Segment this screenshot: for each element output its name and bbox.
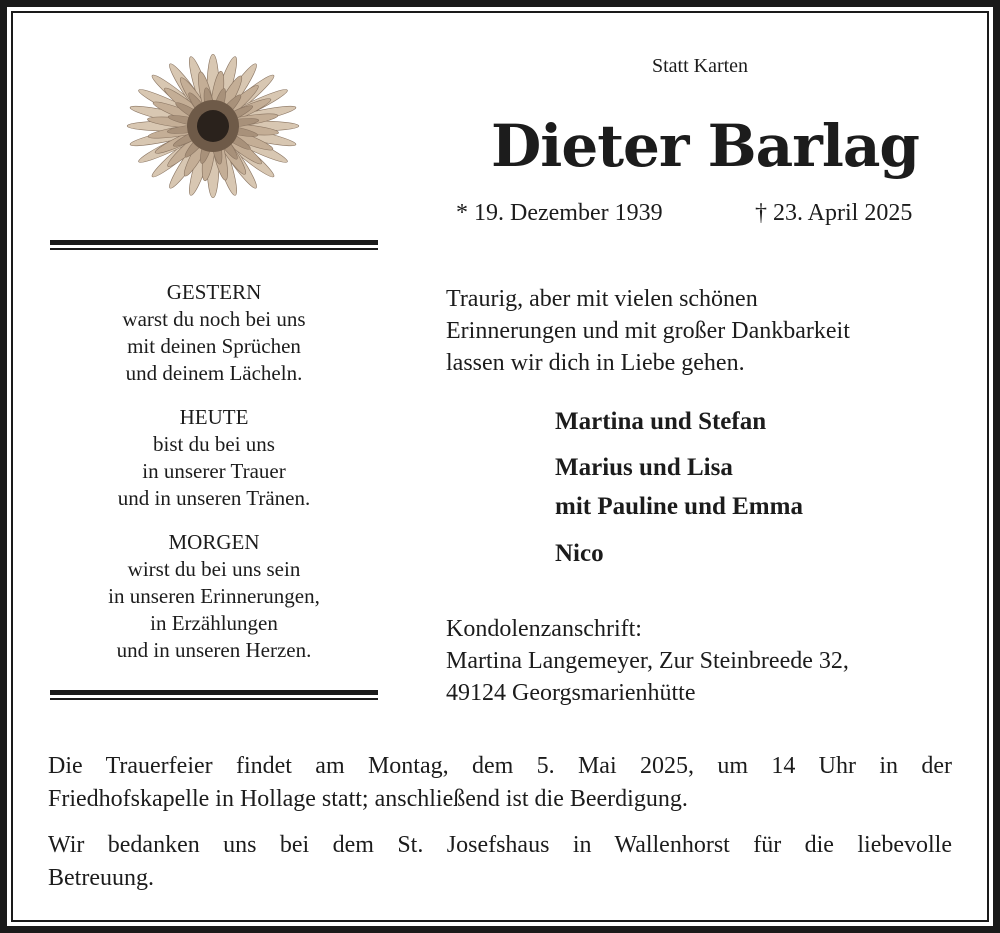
farewell-message <box>446 283 850 379</box>
poem-gestern <box>50 279 378 387</box>
poem-line: und deinem Lächeln. <box>125 361 303 385</box>
divider-bottom <box>50 690 378 700</box>
funeral-line: Friedhofskapelle in Hollage statt; anschließend ist die Beerdigung. <box>48 786 688 812</box>
message-line: Traurig, aber mit vielen schönen <box>446 286 758 312</box>
poem-line: in Erzählungen <box>150 611 278 635</box>
poem-line: und in unseren Tränen. <box>117 486 311 510</box>
poem-line: MORGEN <box>168 530 260 554</box>
condolence-line: 49124 Georgsmarienhütte <box>446 680 696 706</box>
family-member: Marius und Lisa <box>555 454 733 481</box>
family-member: Nico <box>555 540 604 567</box>
funeral-line: Die Trauerfeier findet am Montag, dem 5. Mai 2025, um 14 Uhr in der <box>48 753 952 779</box>
poem-morgen <box>50 529 378 664</box>
condolence-address <box>446 613 849 709</box>
death-date: † 23. April 2025 <box>755 200 913 226</box>
divider-top <box>50 240 378 250</box>
poem-line: und in unseren Herzen. <box>116 638 312 662</box>
condolence-line: Martina Langemeyer, Zur Steinbreede 32, <box>446 648 849 674</box>
thanks-line: Betreuung. <box>48 865 154 891</box>
gerbera-flower-image <box>118 40 308 210</box>
family-member: Martina und Stefan <box>555 408 767 435</box>
poem-line: wirst du bei uns sein <box>127 557 301 581</box>
thanks-notice <box>48 829 952 895</box>
poem-line: warst du noch bei uns <box>122 307 306 331</box>
birth-date: * 19. Dezember 1939 <box>456 200 663 226</box>
poem-line: mit deinen Sprüchen <box>127 334 301 358</box>
message-line: Erinnerungen und mit großer Dankbarkeit <box>446 318 850 344</box>
poem-line: in unserer Trauer <box>142 459 286 483</box>
poem-heute <box>50 404 378 512</box>
poem-line: GESTERN <box>166 280 262 304</box>
message-line: lassen wir dich in Liebe gehen. <box>446 350 745 376</box>
statt-karten-label: Statt Karten <box>651 55 749 77</box>
poem-line: in unseren Erinnerungen, <box>108 584 320 608</box>
poem-line: HEUTE <box>179 405 249 429</box>
funeral-notice <box>48 750 952 816</box>
poem-line: bist du bei uns <box>153 432 275 456</box>
thanks-line: Wir bedanken uns bei dem St. Josefshaus in Wallenhorst für die liebevolle <box>48 832 952 858</box>
family-member: mit Pauline und Emma <box>555 493 803 520</box>
deceased-name: Dieter Barlag <box>490 112 919 180</box>
condolence-line: Kondolenzanschrift: <box>446 616 642 642</box>
flower-center <box>197 110 229 142</box>
